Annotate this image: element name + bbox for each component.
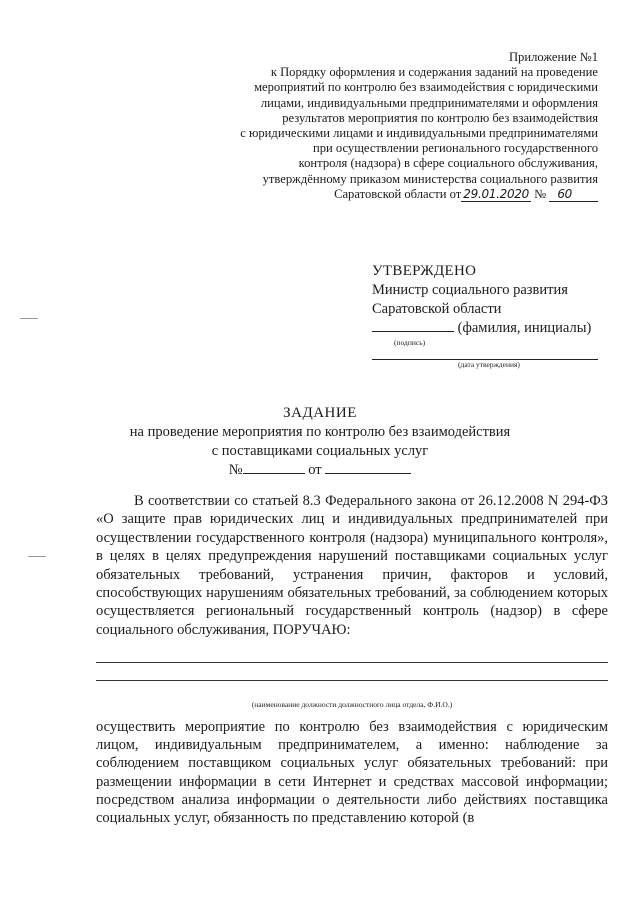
task-heading-block xyxy=(0,404,640,480)
signature-blank xyxy=(372,331,454,332)
appendix-line: мероприятий по контролю без взаимодействия с юридическими xyxy=(254,80,598,95)
margin-mark xyxy=(28,556,46,557)
approval-line1: Министр социального развития xyxy=(372,282,568,298)
appendix-line: с юридическими лицами и индивидуальными предпринимателями xyxy=(240,126,598,141)
margin-mark xyxy=(20,318,38,319)
task-number-label: № xyxy=(228,462,243,478)
name-hint: (фамилия, инициалы) xyxy=(457,320,592,336)
appendix-line: контроля (надзора) в сфере социального обслуживания, xyxy=(298,156,598,171)
task-from-label: от xyxy=(308,462,322,478)
date-blank xyxy=(372,347,598,360)
appendix-line: к Порядку оформления и содержания заданий на проведение xyxy=(270,65,598,80)
task-line2: с поставщиками социальных услуг xyxy=(211,443,429,459)
task-line1: на проведение мероприятия по контролю без взаимодействия xyxy=(129,424,511,440)
appendix-date-line xyxy=(218,187,598,202)
fill-line xyxy=(96,680,608,681)
appendix-line: результатов мероприятия по контролю без взаимодействия xyxy=(282,110,598,125)
task-number-blank xyxy=(243,473,305,474)
approval-title: УТВЕРЖДЕНО xyxy=(372,263,477,279)
task-date-blank xyxy=(325,473,411,474)
task-number-row xyxy=(0,461,640,480)
appendix-date-prefix: Саратовской области от xyxy=(334,186,462,201)
paragraph-text: осуществить мероприятие по контролю без взаимодействия с юридическим лицом, индивидуальным предпринимателем, а именно: наблюдение за соблюдением поставщиком социальных услуг обязательных требований: при размещении информации в сети Интернет и средствах массовой информации; посредством анализа информации о деятельности либо действиях поставщика социальных услуг, обязанность по представлению которой (в xyxy=(96,719,608,827)
paragraph-text: В соответствии со статьей 8.3 Федерального закона от 26.12.2008 N 294-ФЗ «О защите прав юридических лиц и индивидуальных предпринимателей при осуществлении государственного контроля (надзора) муниципального контроля», в целях в целях предупреждения нарушений поставщиками социальных услуг обязательных требований, устранения причин, факторов и условий, способствующих нарушениям обязательных требований, за соблюдением которых осуществляется региональный государственный контроль (надзор) в сфере социального обслуживания, ПОРУЧАЮ: xyxy=(96,493,608,638)
appendix-line: при осуществлении регионального государственного xyxy=(312,141,598,156)
body-paragraph-2 xyxy=(96,718,608,827)
approval-line2: Саратовской области xyxy=(372,301,502,317)
date-hint: (дата утверждения) xyxy=(458,360,520,369)
approval-block xyxy=(372,262,612,369)
appendix-number-label: № xyxy=(534,186,547,201)
approval-name-row xyxy=(372,319,612,338)
fill-lines xyxy=(96,662,608,698)
signature-hint: (подпись) xyxy=(394,338,426,347)
appendix-line: лицами, индивидуальными предпринимателями и оформления xyxy=(260,95,598,110)
appendix-block xyxy=(218,50,598,202)
fill-line xyxy=(96,662,608,663)
appendix-line: утверждённому приказом министерства социального развития xyxy=(262,171,598,186)
body-paragraph-1 xyxy=(96,492,608,639)
appendix-title: Приложение №1 xyxy=(508,50,598,64)
handwritten-number: 60 xyxy=(549,187,598,202)
fill-caption: (наименование должности должностного лица отдела, Ф.И.О.) xyxy=(251,700,453,709)
task-heading: ЗАДАНИЕ xyxy=(283,405,357,421)
handwritten-date: 29.01.2020 xyxy=(463,186,529,201)
